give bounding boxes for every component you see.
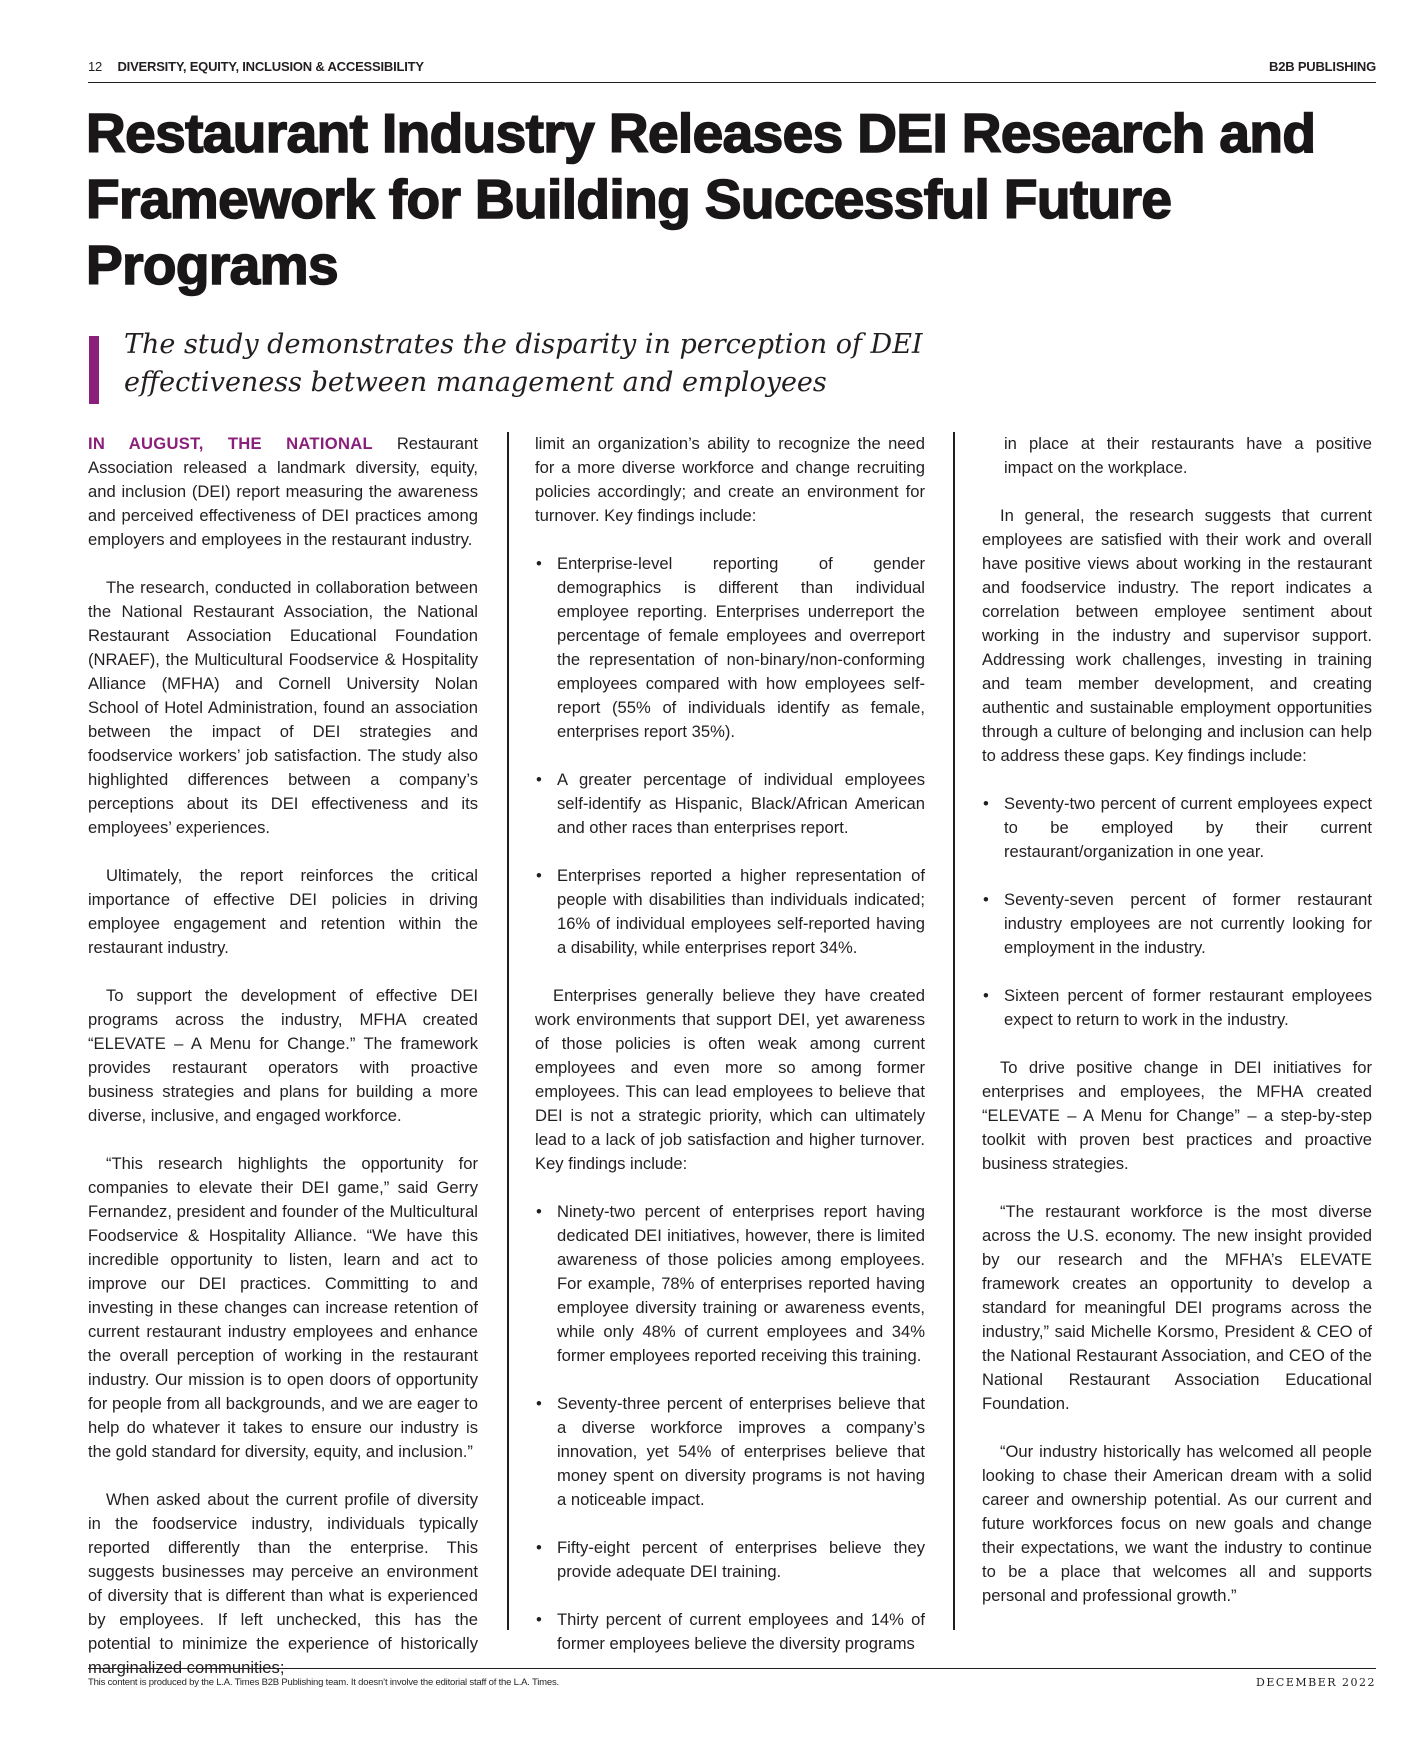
brand-label: B2B PUBLISHING bbox=[1269, 59, 1376, 74]
paragraph: limit an organization’s ability to recognize the need for a more diverse workforce and change recruiting policies accordingly; and create an environment for turnover. Key findings include: bbox=[535, 434, 925, 525]
bullet-icon: • bbox=[983, 986, 989, 1005]
header-left bbox=[88, 59, 424, 74]
paragraph-text: Restaurant Association released a landmark diversity, equity, and inclusion (DEI) report measuring the awareness and perceived effectiveness of DEI practices among employers and employees in the restaurant industry. bbox=[88, 434, 478, 549]
list-item-text: Seventy-three percent of enterprises believe that a diverse workforce improves a company’s innovation, yet 54% of enterprises believe that money spent on diversity programs is not having a noticeable impact. bbox=[557, 1394, 925, 1509]
list-item-text: A greater percentage of individual employees self-identify as Hispanic, Black/African American and other races than enterprises report. bbox=[557, 770, 925, 837]
paragraph: The research, conducted in collaboration between the National Restaurant Association, the National Restaurant Association Educational Foundation (NRAEF), the Multicultural Foodservice & Hospitality Alliance (MFHA) and Cornell University Nolan School of Hotel Administration, found an association between the impact of DEI strategies and foodservice workers’ job satisfaction. The study also highlighted differences between a company’s perceptions about its DEI effectiveness and its employees’ experiences. bbox=[88, 578, 478, 837]
bullet-icon: • bbox=[983, 890, 989, 909]
list-item-text: Ninety-two percent of enterprises report having dedicated DEI initiatives, however, there is limited awareness of those policies among employees. For example, 78% of enterprises reported having employee diversity training or awareness events, while only 48% of current employees and 34% former employees reported receiving this training. bbox=[557, 1202, 925, 1365]
bullet-icon: • bbox=[536, 1610, 542, 1629]
list-item bbox=[535, 864, 925, 960]
page-number: 12 bbox=[88, 59, 103, 74]
headline: Restaurant Industry Releases DEI Research and Framework for Building Successful Future Programs bbox=[86, 102, 1316, 296]
paragraph: Enterprises generally believe they have created work environments that support DEI, yet awareness of those policies is often weak among current employees and even more so among former employees. This can lead employees to believe that DEI is not a strategic priority, which can ultimately lead to a lack of job satisfaction and higher turnover. Key findings include: bbox=[535, 986, 925, 1173]
bullet-icon: • bbox=[983, 794, 989, 813]
bullet-icon: • bbox=[536, 866, 542, 885]
issue-date: DECEMBER 2022 bbox=[1256, 1676, 1376, 1689]
bullet-icon: • bbox=[536, 1394, 542, 1413]
paragraph: Ultimately, the report reinforces the critical importance of effective DEI policies in driving employee engagement and retention within the restaurant industry. bbox=[88, 866, 478, 957]
page-header bbox=[88, 56, 1376, 83]
bullet-icon: • bbox=[536, 1538, 542, 1557]
list-item bbox=[535, 1392, 925, 1512]
lead-in: IN AUGUST, THE NATIONAL bbox=[88, 434, 373, 453]
list-item-text: Enterprise-level reporting of gender demographics is different than individual employee reporting. Enterprises underreport the percentage of female employees and overreport the representation of non-binary/non-conforming employees compared with how employees self-report (55% of individuals identify as female, enterprises report 35%). bbox=[557, 554, 925, 741]
continued-text: in place at their restaurants have a positive impact on the workplace. bbox=[1004, 434, 1372, 477]
bullet-icon: • bbox=[536, 1202, 542, 1221]
list-item bbox=[535, 552, 925, 744]
list-item bbox=[535, 1608, 925, 1656]
list-item bbox=[982, 792, 1372, 864]
list-item bbox=[982, 984, 1372, 1032]
paragraph: To drive positive change in DEI initiatives for enterprises and employees, the MFHA created “ELEVATE – A Menu for Change” – a step-by-step toolkit with proven best practices and proactive business strategies. bbox=[982, 1058, 1372, 1173]
column-rule-2 bbox=[953, 432, 955, 1630]
column-1 bbox=[88, 432, 478, 1704]
list-item bbox=[535, 1200, 925, 1368]
bullet-list bbox=[982, 792, 1372, 1032]
list-item-text: Enterprises reported a higher representation of people with disabilities than individuals indicated; 16% of individual employees self-reported having a disability, while enterprises report 34%. bbox=[557, 866, 925, 957]
column-rule-1 bbox=[507, 432, 509, 1630]
list-item-text: Fifty-eight percent of enterprises believe they provide adequate DEI training. bbox=[557, 1538, 925, 1581]
list-item bbox=[535, 1536, 925, 1584]
list-item-text: Seventy-seven percent of former restaurant industry employees are not currently looking for employment in the industry. bbox=[1004, 890, 1372, 957]
deck-subtitle: The study demonstrates the disparity in perception of DEI effectiveness between management and employees bbox=[124, 329, 923, 398]
list-item bbox=[982, 888, 1372, 960]
bullet-icon: • bbox=[536, 554, 542, 573]
bullet-list bbox=[535, 1200, 925, 1656]
paragraph: To support the development of effective DEI programs across the industry, MFHA created “ELEVATE – A Menu for Change.” The framework provides restaurant operators with proactive business strategies and plans for building a more diverse, inclusive, and engaged workforce. bbox=[88, 986, 478, 1125]
column-2 bbox=[535, 432, 925, 1680]
section-title: DIVERSITY, EQUITY, INCLUSION & ACCESSIBILITY bbox=[117, 59, 424, 74]
footer-disclaimer: This content is produced by the L.A. Times B2B Publishing team. It doesn’t involve the editorial staff of the L.A. Times. bbox=[88, 1677, 559, 1688]
list-item bbox=[535, 768, 925, 840]
paragraph: “The restaurant workforce is the most diverse across the U.S. economy. The new insight provided by our research and the MFHA’s ELEVATE framework creates an opportunity to develop a standard for meaningful DEI programs across the industry,” said Michelle Korsmo, President & CEO of the National Restaurant Association, and CEO of the National Restaurant Association Educational Foundation. bbox=[982, 1202, 1372, 1413]
paragraph: “Our industry historically has welcomed all people looking to chase their American dream with a solid career and ownership potential. As our current and future workforces focus on new goals and change their expectations, we want the industry to continue to be a place that welcomes all and supports personal and professional growth.” bbox=[982, 1442, 1372, 1605]
page-footer bbox=[88, 1668, 1376, 1689]
list-item-text: Seventy-two percent of current employees expect to be employed by their current restaurant/organization in one year. bbox=[1004, 794, 1372, 861]
column-3 bbox=[982, 432, 1372, 1632]
deck-accent-bar bbox=[89, 336, 99, 404]
list-item-text: Thirty percent of current employees and 14% of former employees believe the diversity programs bbox=[557, 1610, 925, 1653]
paragraph bbox=[88, 432, 478, 552]
paragraph: When asked about the current profile of diversity in the foodservice industry, individuals typically reported differently than the enterprise. This suggests businesses may perceive an environment of diversity that is different than what is experienced by employees. If left unchecked, this has the potential to minimize the experience of historically marginalized communities; bbox=[88, 1490, 478, 1677]
paragraph: “This research highlights the opportunity for companies to elevate their DEI game,” said Gerry Fernandez, president and founder of the Multicultural Foodservice & Hospitality Alliance. “We have this incredible opportunity to listen, learn and act to improve our DEI practices. Committing to and investing in these changes can increase retention of current restaurant industry employees and enhance the overall perception of working in the restaurant industry. Our mission is to open doors of opportunity for people from all backgrounds, and we are eager to help do whatever it takes to ensure our industry is the gold standard for diversity, equity, and inclusion.” bbox=[88, 1154, 478, 1461]
bullet-list bbox=[535, 552, 925, 960]
paragraph: In general, the research suggests that current employees are satisfied with their work and overall have positive views about working in the restaurant and foodservice industry. The report indicates a correlation between employee sentiment about working in the industry and supervisor support. Addressing work challenges, investing in training and team member development, and creating authentic and sustainable employment opportunities through a culture of belonging and inclusion can help to address these gaps. Key findings include: bbox=[982, 506, 1372, 765]
bullet-icon: • bbox=[536, 770, 542, 789]
list-item-text: Sixteen percent of former restaurant employees expect to return to work in the industry. bbox=[1004, 986, 1372, 1029]
